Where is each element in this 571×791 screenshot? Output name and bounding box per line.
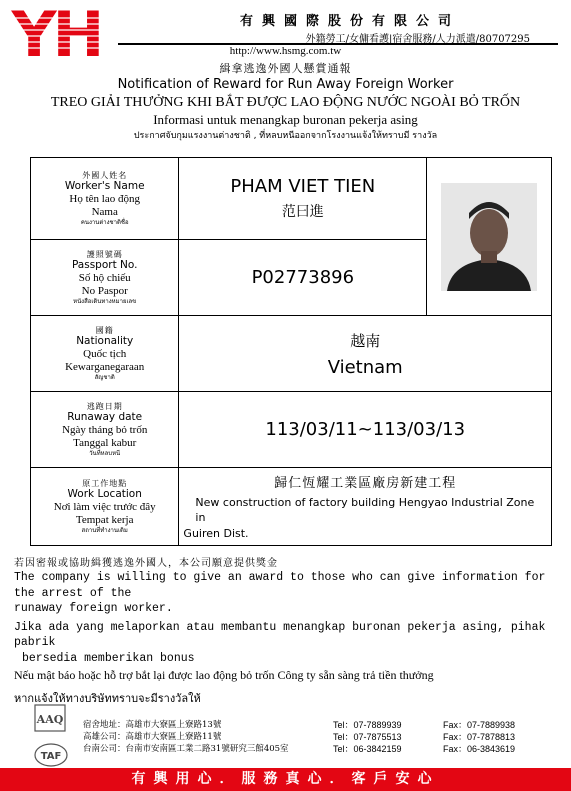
value-passport [179, 240, 427, 316]
nationality-en: Vietnam [327, 356, 403, 378]
label-work-location [31, 468, 179, 546]
label-runaway-date-th: วันที่หลบหนี [89, 450, 121, 458]
photo-cell [427, 158, 552, 316]
note-en-line2: runaway foreign worker. [14, 602, 173, 616]
label-nationality-th: สัญชาติ [94, 374, 115, 382]
nationality-zh: 越南 [350, 331, 381, 350]
phone-number: Tel：07-7875513 [333, 732, 402, 742]
work-location-en-line1: New construction of factory building Hengyao Industrial Zone in [195, 495, 535, 525]
note-id-line2: bersedia memberikan bonus [22, 651, 195, 665]
passport-number: P02773896 [251, 267, 355, 288]
worker-name-zh: 范曰進 [281, 204, 324, 220]
worker-info-table [30, 157, 552, 546]
address-row [83, 731, 563, 743]
fax-number: Fax：07-7889938 [443, 720, 516, 730]
phone-number: Tel：07-7889939 [333, 720, 402, 730]
runaway-date-range: 113/03/11~113/03/13 [265, 419, 466, 440]
label-passport-id: No Paspor [81, 285, 128, 297]
label-runaway-date-id: Tanggal kabur [73, 437, 137, 449]
label-name-zh: 外國人姓名 [82, 170, 128, 180]
note-en [14, 570, 569, 617]
label-runaway-date-zh: 逃跑日期 [86, 401, 123, 411]
notice-title-th: ประกาศจับกุมแรงงานต่างชาติ , ที่หลบหนีออกจากโรงงานแจ้งให้ทราบมี รางวัล [133, 131, 438, 141]
label-passport-en: Passport No. [71, 259, 138, 272]
phone-number: Tel：06-3842159 [333, 744, 402, 754]
label-nationality-id: Kewarganegaraan [65, 361, 145, 373]
value-nationality [179, 316, 552, 392]
fax-number: Fax：07-7878813 [443, 732, 516, 742]
work-location-zh: 歸仁恆耀工業區廠房新建工程 [274, 475, 457, 491]
note-id-line1: Jika ada yang melaporkan atau membantu menangkap buronan pekerja asing, pihak pabrik [14, 620, 546, 650]
notice-title-vi: TREO GIẢI THƯỞNG KHI BẮT ĐƯỢC LAO ĐỘNG NƯỚC NGOÀI BỎ TRỐN [50, 95, 521, 110]
label-passport-vi: Số hộ chiếu [78, 271, 131, 284]
aaq-cert-logo [31, 704, 71, 732]
label-work-location-id: Tempat kerja [75, 514, 134, 526]
label-nationality-vi: Quốc tịch [83, 347, 127, 360]
contact-addresses [83, 719, 563, 755]
row-name [31, 158, 552, 240]
note-id [14, 620, 569, 667]
label-nationality-zh: 國籍 [95, 325, 114, 335]
note-en-line1: The company is willing to give an award to those who can give information for the arrest of the [14, 571, 546, 600]
label-name [31, 158, 179, 240]
label-passport [31, 240, 179, 316]
label-passport-zh: 護照號碼 [86, 249, 123, 259]
label-nationality [31, 316, 179, 392]
logo-text: YH [11, 4, 101, 62]
work-location-en [179, 491, 551, 541]
label-work-location-zh: 原工作地點 [82, 478, 128, 488]
certification-logos [31, 704, 71, 776]
value-name [179, 158, 427, 240]
notice-title-id: Informasi untuk menangkap buronan pekerja asing [153, 112, 418, 127]
website-url[interactable]: http://www.hsmg.com.tw [229, 45, 342, 57]
label-name-vi: Họ tên lao động [69, 192, 140, 205]
taf-cert-text: TAF [40, 751, 62, 762]
services-line: 外籍勞工/女傭看護|宿舍服務/人力派遣/80707295 [305, 34, 530, 45]
address-text: 高雄公司：高雄市大寮區上寮路11號 [83, 732, 222, 742]
label-runaway-date [31, 392, 179, 468]
label-name-id: Nama [91, 206, 118, 218]
label-work-location-th: สถานที่ทำงานเดิม [81, 527, 128, 535]
address-text: 台南公司：台南市安南區工業二路31號研究三館405室 [83, 744, 289, 754]
work-location-en-line2: Guiren Dist. [183, 526, 249, 540]
slogan-bar: 有興用心．服務真心．客戶安心 [0, 768, 571, 791]
address-row [83, 743, 563, 755]
notice-title-en: Notification of Reward for Run Away Foreign Worker [117, 77, 454, 92]
value-work-location [179, 468, 552, 546]
aaq-cert-text: AAQ [36, 713, 64, 726]
row-work-location [31, 468, 552, 546]
label-work-location-vi: Nơi làm việc trước đây [53, 500, 156, 513]
worker-photo [441, 183, 537, 291]
label-name-th: คนงานต่างชาติชื่อ [80, 219, 129, 227]
fax-number: Fax：06-3843619 [443, 744, 516, 754]
label-name-en: Worker's Name [64, 180, 145, 193]
company-name: 有興國際股份有限公司 [239, 14, 460, 29]
worker-name-en: PHAM VIET TIEN [230, 176, 376, 197]
label-work-location-en: Work Location [67, 488, 142, 501]
note-zh: 若因密報或協助緝獲逃逸外國人，本公司願意提供獎金 [14, 558, 278, 569]
row-nationality [31, 316, 552, 392]
reward-notes [14, 554, 569, 707]
notice-title-zh: 緝拿逃逸外國人懸賞通報 [219, 62, 352, 75]
address-text: 宿舍地址：高雄市大寮區上寮路13號 [83, 720, 222, 730]
label-runaway-date-vi: Ngày tháng bỏ trốn [62, 423, 148, 436]
label-runaway-date-en: Runaway date [67, 411, 143, 424]
label-nationality-en: Nationality [76, 335, 134, 348]
note-th: หากแจ้งให้ทางบริษัททราบจะมีรางวัลให้ [14, 692, 201, 706]
address-row [83, 719, 563, 731]
row-runaway-date [31, 392, 552, 468]
note-vi: Nếu mật báo hoặc hỗ trợ bắt lại được lao động bỏ trốn Công ty sẵn sàng trả tiền thưởng [14, 668, 434, 683]
label-passport-th: หนังสือเดินทางหมายเลข [73, 298, 137, 306]
value-runaway-date [179, 392, 552, 468]
